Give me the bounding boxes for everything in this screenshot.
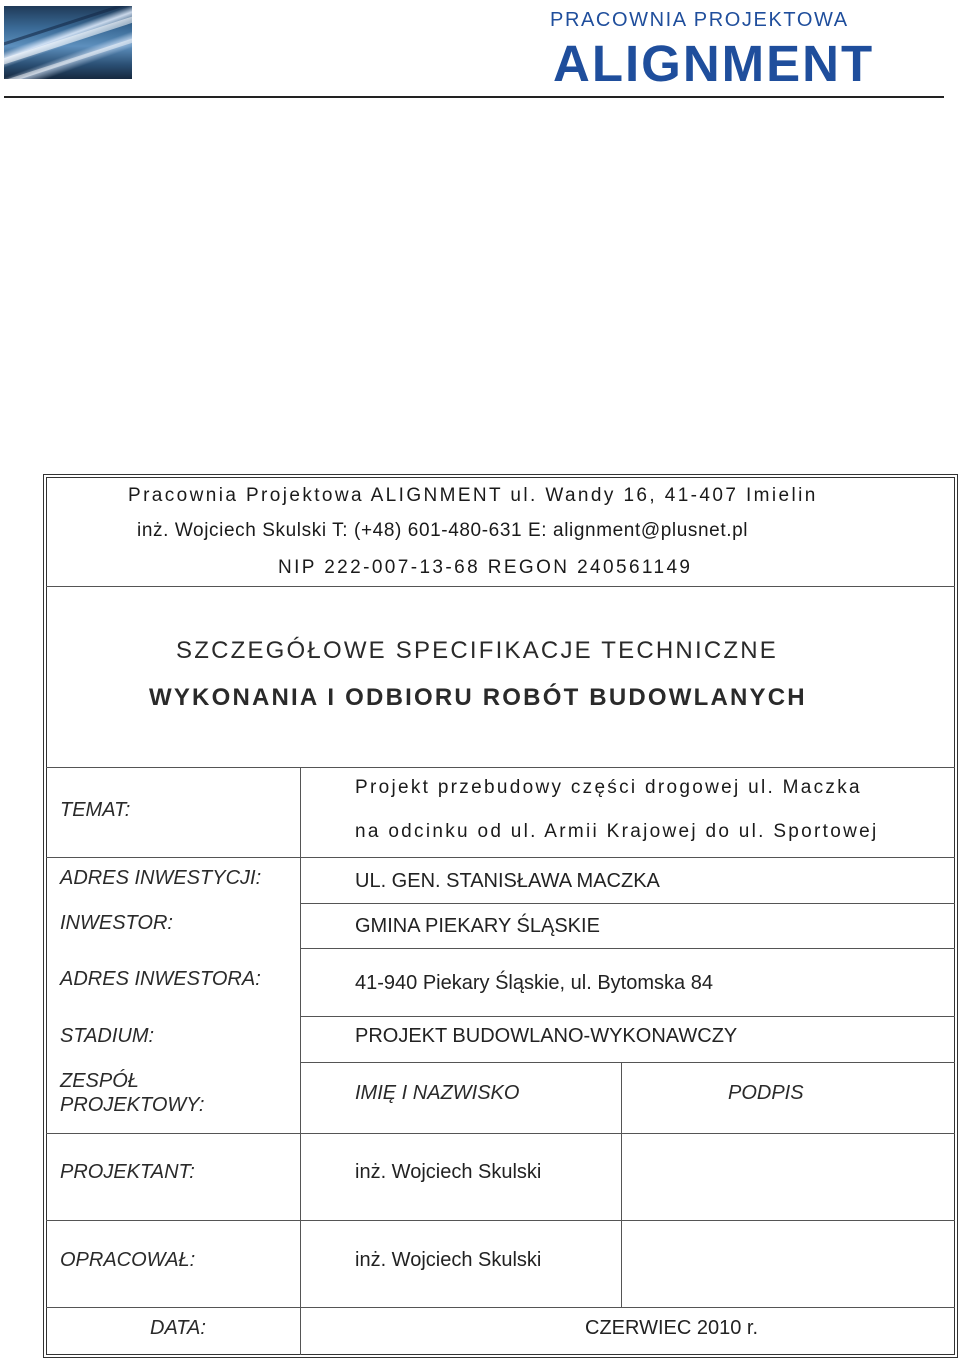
divider-zespol (46, 1133, 955, 1134)
imie-nazwisko-header: IMIĘ I NAZWISKO (355, 1082, 520, 1104)
adres-inwestora-label: ADRES INWESTORA: (60, 968, 261, 990)
inwestor-label: INWESTOR: (60, 912, 173, 934)
projektant-value: inż. Wojciech Skulski (355, 1161, 542, 1183)
company-subtitle: PRACOWNIA PROJEKTOWA (550, 9, 849, 31)
adres-inwestora-value: 41-940 Piekary Śląskie, ul. Bytomska 84 (355, 972, 713, 994)
adres-inwestycji-label: ADRES INWESTYCJI: (60, 867, 262, 889)
office-address: Pracownia Projektowa ALIGNMENT ul. Wandy 16, 41-407 Imielin (128, 485, 818, 506)
divider-projektant (46, 1220, 955, 1221)
data-value: CZERWIEC 2010 r. (585, 1317, 759, 1339)
column-divider (300, 767, 301, 1355)
divider-inwestor (300, 948, 955, 949)
signature-column-divider (621, 1062, 622, 1307)
data-label: DATA: (150, 1317, 206, 1339)
podpis-header: PODPIS (728, 1082, 804, 1104)
zespol-label-line1: ZESPÓŁ (60, 1070, 139, 1092)
header-divider (4, 96, 944, 98)
divider-title (46, 767, 955, 768)
divider-temat (46, 857, 955, 858)
divider-adres-inwestora (300, 1016, 955, 1017)
divider-stadium (300, 1062, 955, 1063)
temat-value-line1: Projekt przebudowy części drogowej ul. Maczka (355, 777, 862, 798)
zespol-label-line2: PROJEKTOWY: (60, 1094, 205, 1116)
road-photo-logo-icon (4, 6, 132, 79)
inwestor-value: GMINA PIEKARY ŚLĄSKIE (355, 915, 600, 937)
company-name: ALIGNMENT (553, 35, 875, 92)
stadium-value: PROJEKT BUDOWLANO-WYKONAWCZY (355, 1025, 738, 1047)
divider-info (46, 586, 955, 587)
stadium-label: STADIUM: (60, 1025, 155, 1047)
document-title-line1: SZCZEGÓŁOWE SPECIFIKACJE TECHNICZNE (176, 637, 778, 664)
opracowal-value: inż. Wojciech Skulski (355, 1249, 542, 1271)
office-registration: NIP 222-007-13-68 REGON 240561149 (278, 557, 693, 578)
office-contact: inż. Wojciech Skulski T: (+48) 601-480-631 E: alignment@plusnet.pl (137, 520, 749, 541)
divider-opracowal (46, 1307, 955, 1308)
projektant-label: PROJEKTANT: (60, 1161, 195, 1183)
opracowal-label: OPRACOWAŁ: (60, 1249, 196, 1271)
divider-adres-inwestycji (300, 903, 955, 904)
temat-value-line2: na odcinku od ul. Armii Krajowej do ul. Sportowej (355, 821, 879, 842)
adres-inwestycji-value: UL. GEN. STANISŁAWA MACZKA (355, 870, 660, 892)
temat-label: TEMAT: (60, 799, 131, 821)
document-title-line2: WYKONANIA I ODBIORU ROBÓT BUDOWLANYCH (149, 684, 807, 711)
